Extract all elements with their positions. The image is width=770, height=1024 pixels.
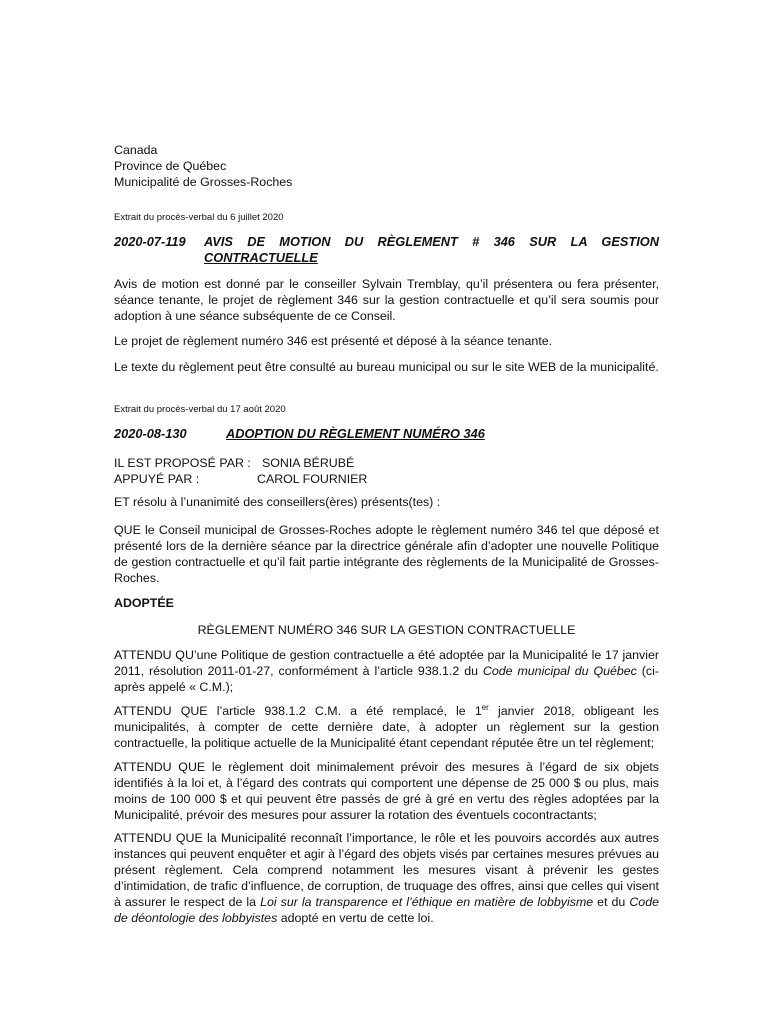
country-line: Canada bbox=[114, 143, 158, 157]
resolution-2-number: 2020-08-130 bbox=[114, 426, 187, 441]
letterhead bbox=[114, 142, 659, 190]
attendu-1-text-a: ATTENDU QU’une Politique de gestion contractuelle a été adoptée par la Municipalité le 17 janvier 2011, résolution 2011-01-27, conformément à l’article 938.1.2 du bbox=[114, 648, 659, 678]
resolution-2-que: QUE le Conseil municipal de Grosses-Roches adopte le règlement numéro 346 tel que déposé et présenté lors de la dernière séance par la directrice générale afin d’adopter une nouvelle Politique de gestion contractuelle et qu’il fait partie intégrante des règlements de la Municipalité de Grosses-Roches. bbox=[114, 523, 659, 585]
proposer-name: SONIA BÉRUBÉ bbox=[262, 456, 355, 470]
attendu-4 bbox=[114, 830, 659, 926]
attendu-4-code: Code de déontologie des lobbyistes bbox=[114, 895, 659, 925]
proposer-label: IL EST PROPOSÉ PAR : bbox=[114, 456, 251, 470]
resolution-1-title-line1 bbox=[204, 234, 659, 250]
attendu-1-text-b: (ci-après appelé « C.M.); bbox=[114, 664, 659, 694]
extract-note-1: Extrait du procès-verbal du 6 juillet 2020 bbox=[114, 212, 284, 223]
province-line: Province de Québec bbox=[114, 159, 227, 173]
regulation-title: RÈGLEMENT NUMÉRO 346 SUR LA GESTION CONTRACTUELLE bbox=[197, 623, 576, 637]
resolution-2-heading bbox=[114, 426, 485, 442]
resolution-1-title-text: AVIS DE MOTION DU RÈGLEMENT # 346 SUR LA GESTION bbox=[204, 234, 659, 249]
extract-note-2: Extrait du procès-verbal du 17 août 2020 bbox=[114, 404, 286, 415]
municipality-line: Municipalité de Grosses-Roches bbox=[114, 175, 293, 189]
resolution-1-heading bbox=[114, 234, 659, 266]
adopted-label: ADOPTÉE bbox=[114, 596, 174, 610]
attendu-4-law: Loi sur la transparence et l’éthique en matière de lobbyisme bbox=[260, 895, 594, 909]
attendu-1-code: Code municipal du Québec bbox=[482, 664, 637, 678]
attendu-2-text-a: ATTENDU QUE l’article 938.1.2 C.M. a été remplacé, le 1 bbox=[114, 704, 482, 718]
resolution-1-number: 2020-07-119 bbox=[114, 234, 186, 249]
seconder-name: CAROL FOURNIER bbox=[257, 472, 368, 486]
resolution-1-para-1: Avis de motion est donné par le conseiller Sylvain Tremblay, qu’il présentera ou fera présenter, séance tenante, le projet de règlement 346 sur la gestion contractuelle et qu’il sera soumis pour adoption à une séance subséquente de ce Conseil. bbox=[114, 277, 659, 323]
motion-block bbox=[114, 455, 659, 487]
attendu-4-text-c: adopté en vertu de cette loi. bbox=[277, 911, 434, 925]
resolution-1-title-line2: CONTRACTUELLE bbox=[204, 250, 318, 265]
resolution-1-para-3: Le texte du règlement peut être consulté au bureau municipal ou sur le site WEB de la municipalité. bbox=[114, 360, 659, 374]
resolution-1-para-2: Le projet de règlement numéro 346 est présenté et déposé à la séance tenante. bbox=[114, 334, 553, 348]
attendu-2 bbox=[114, 703, 659, 751]
attendu-2-superscript: er bbox=[481, 702, 489, 712]
attendu-4-text-b: et du bbox=[593, 895, 630, 909]
resolved-line: ET résolu à l’unanimité des conseillers(ères) présents(tes) : bbox=[114, 495, 441, 509]
attendu-1 bbox=[114, 647, 659, 695]
attendu-4-text-a: ATTENDU QUE la Municipalité reconnaît l’importance, le rôle et les pouvoirs accordés aux autres instances qui peuvent enquêter et agir à l’égard des objets visés par certaines mesures prévues au présent règlement. Cela comprend notamment les mesures visant à prévenir les gestes d’intimidation, de trafic d’influence, de corruption, de truquage des offres, ainsi que celles qui visent à assurer le respect de la bbox=[114, 831, 659, 909]
attendu-2-text-b: janvier 2018, obligeant les municipalités, à compter de cette dernière date, à adopter un règlement sur la gestion contractuelle, la politique actuelle de la Municipalité étant cependant réputée être un tel règlement; bbox=[114, 704, 660, 750]
seconder-label: APPUYÉ PAR : bbox=[114, 472, 200, 486]
resolution-2-title: ADOPTION DU RÈGLEMENT NUMÉRO 346 bbox=[226, 426, 485, 441]
attendu-3: ATTENDU QUE le règlement doit minimalement prévoir des mesures à l’égard de six objets identifiés à la loi et, à l’égard des contrats qui comportent une dépense de 25 000 $ ou plus, mais moins de 100 000 $ et qui peuvent être passés de gré à gré en vertu des règles adoptées par la Municipalité, prévoir des mesures pour assurer la rotation des éventuels cocontractants; bbox=[114, 760, 659, 822]
